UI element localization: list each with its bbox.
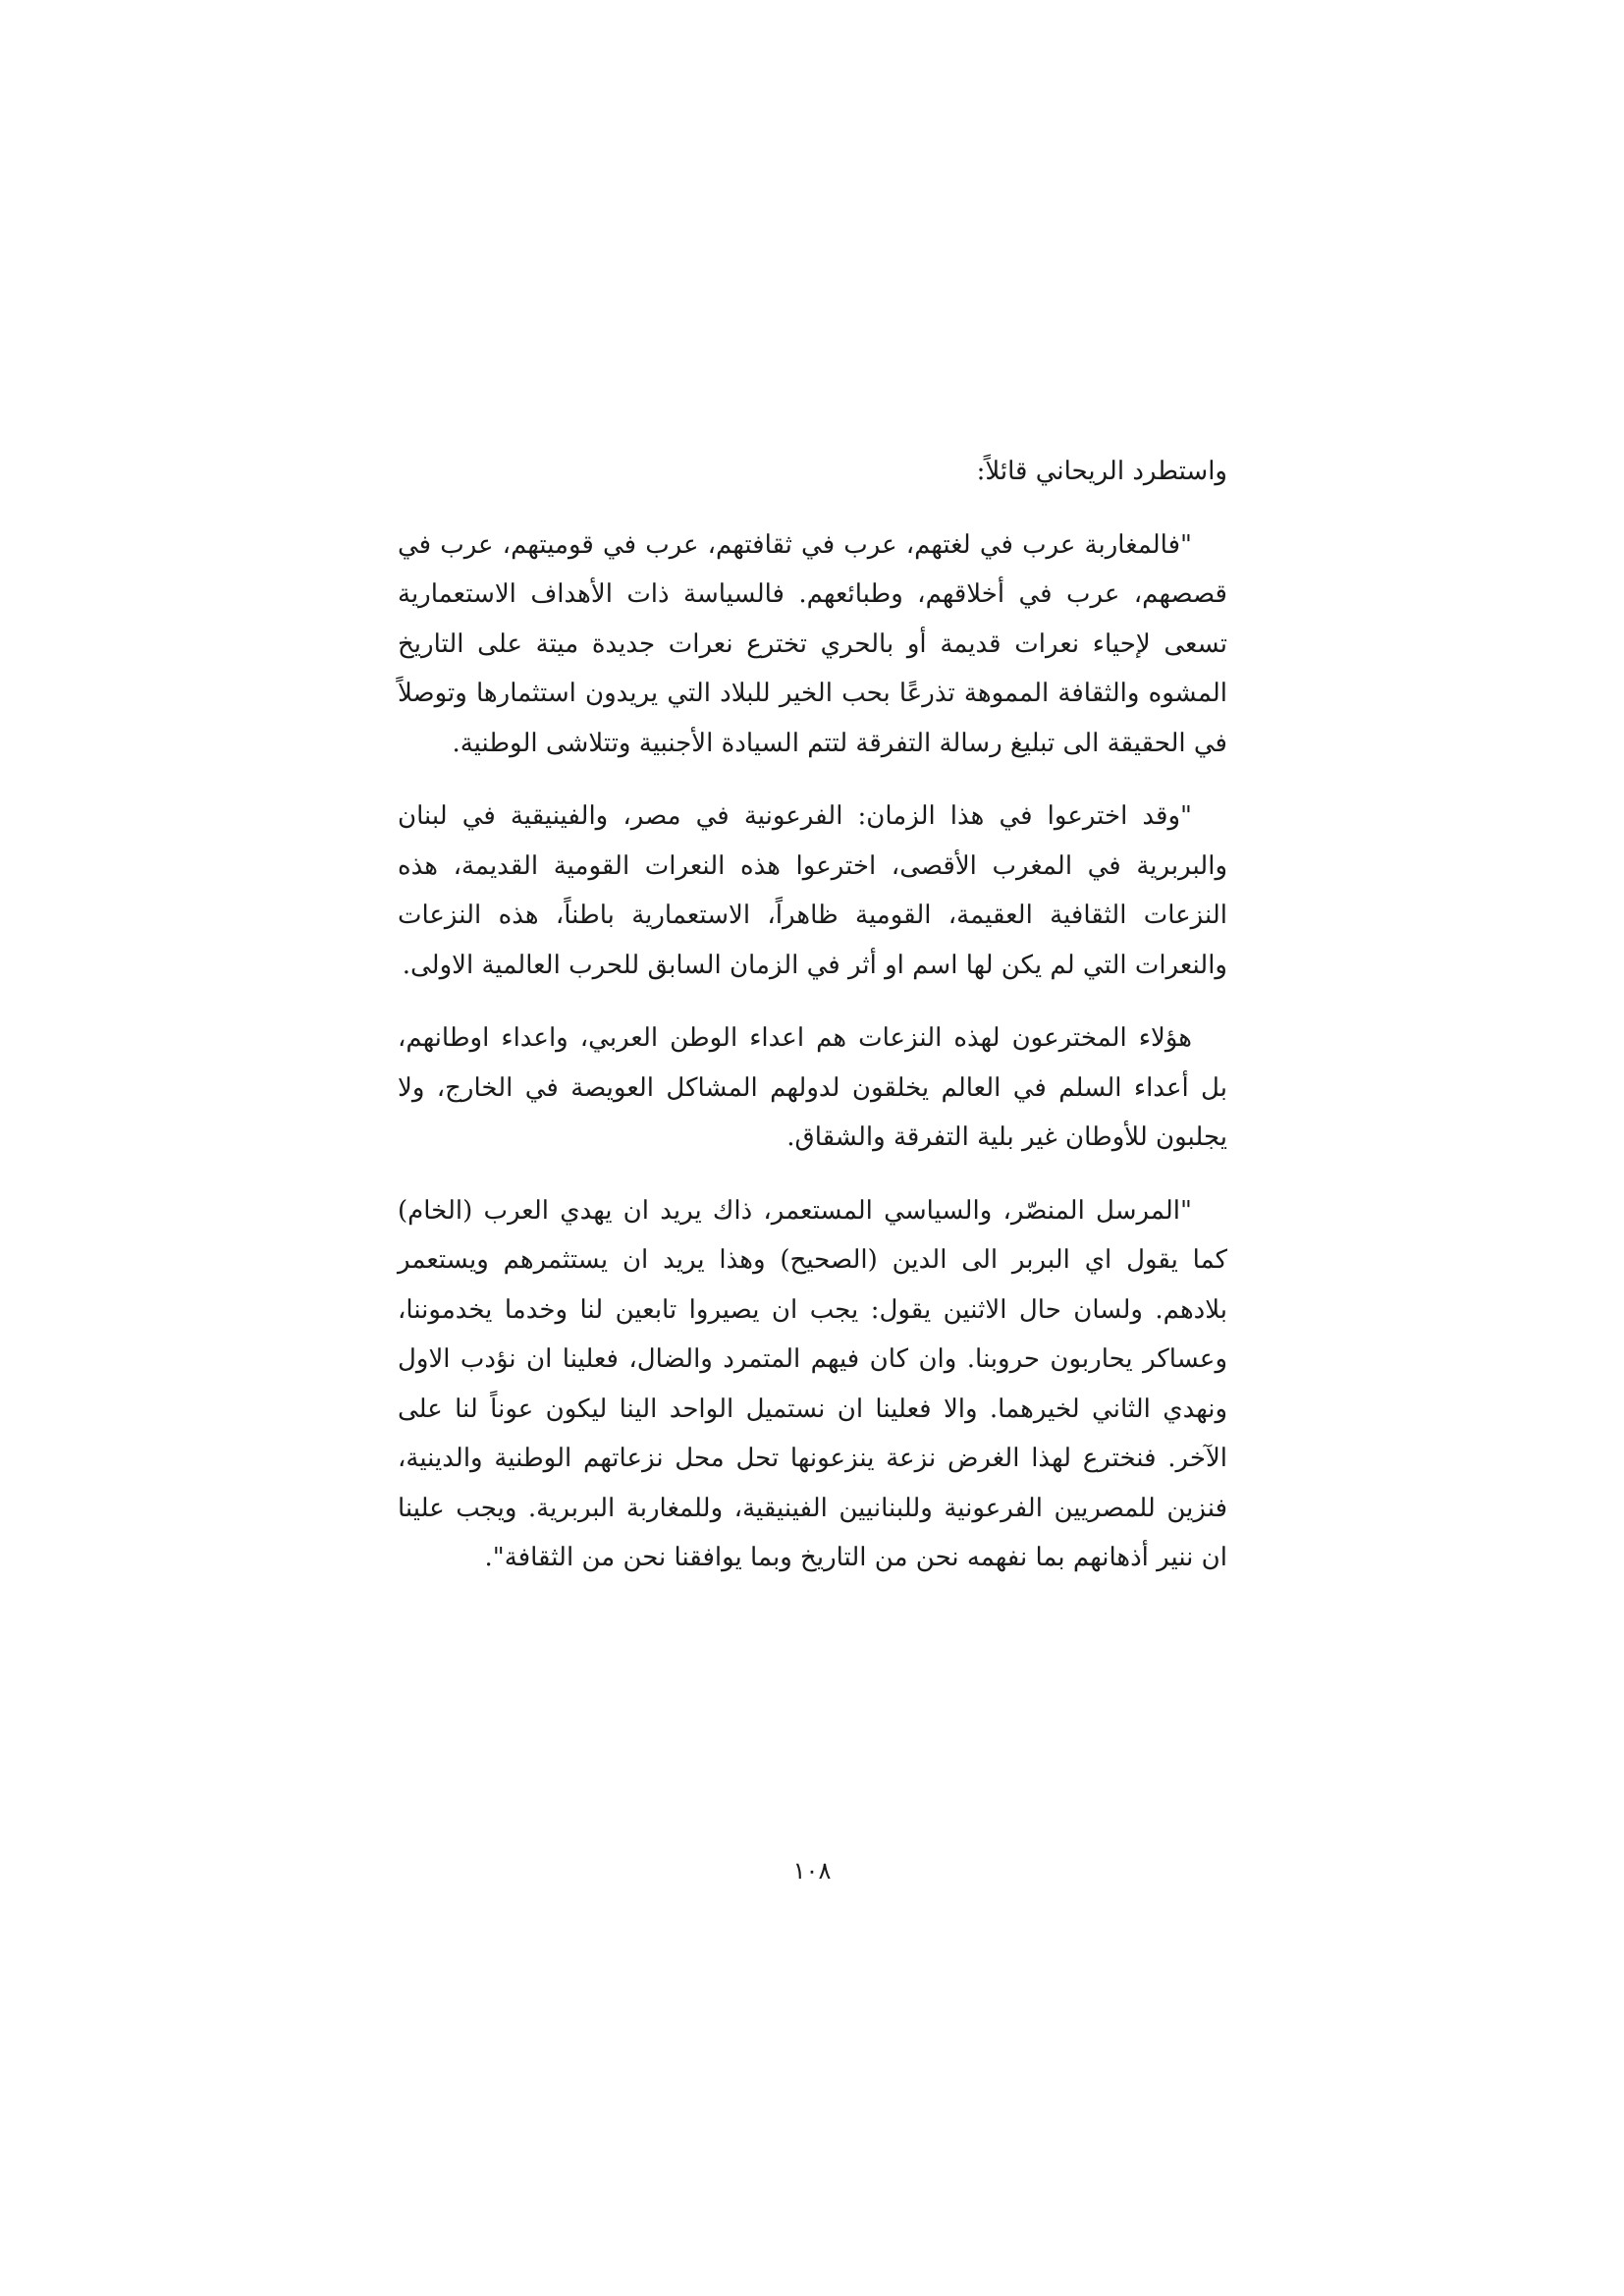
paragraph-1: "فالمغاربة عرب في لغتهم، عرب في ثقافتهم، عرب في قوميتهم، عرب في قصصهم، عرب في أخلاقهم، وطبائعهم. فالسياسة ذات الأهداف الاستعمارية تسعى لإحياء نعرات قديمة أو بالحري تخترع نعرات جديدة ميتة على التاريخ المشوه والثقافة المموهة تذرعًا بحب الخير للبلاد التي يريدون استثمارها وتوصلاً في الحقيقة الى تبليغ رسالة التفرقة لتتم السيادة الأجنبية وتتلاشى الوطنية. — [398, 529, 1227, 758]
body-text — [398, 447, 1227, 1583]
intro-line: واستطرد الريحاني قائلاً: — [976, 457, 1227, 486]
page-number: ١٠٨ — [792, 1857, 832, 1885]
paragraph-2: "وقد اخترعوا في هذا الزمان: الفرعونية في مصر، والفينيقية في لبنان والبربرية في المغرب الأقصى، اخترعوا هذه النعرات القومية القديمة، هذه النزعات الثقافية العقيمة، القومية ظاهراً، الاستعمارية باطناً، هذه النزعات والنعرات التي لم يكن لها اسم او أثر في الزمان السابق للحرب العالمية الاولى. — [398, 801, 1227, 980]
paragraph-3: هؤلاء المخترعون لهذه النزعات هم اعداء الوطن العربي، واعداء اوطانهم، بل أعداء السلم في العالم يخلقون لدولهم المشاكل العويصة في الخارج، ولا يجلبون للأوطان غير بلية التفرقة والشقاق. — [398, 1023, 1227, 1152]
paragraph-4: "المرسل المنصّر، والسياسي المستعمر، ذاك يريد ان يهدي العرب (الخام) كما يقول اي البربر الى الدين (الصحيح) وهذا يريد ان يستثمرهم ويستعمر بلادهم. ولسان حال الاثنين يقول: يجب ان يصيروا تابعين لنا وخدما يخدموننا، وعساكر يحاربون حروبنا. وان كان فيهم المتمرد والضال، فعلينا ان نؤدب الاول ونهدي الثاني لخيرهما. والا فعلينا ان نستميل الواحد الينا ليكون عوناً لنا على الآخر. فنخترع لهذا الغرض نزعة ينزعونها تحل محل نزعاتهم الوطنية والدينية، فنزين للمصريين الفرعونية وللبنانيين الفينيقية، وللمغاربة البربرية. ويجب علينا ان ننير أذهانهم بما نفهمه نحن من التاريخ وبما يوافقنا نحن من الثقافة". — [398, 1195, 1227, 1572]
